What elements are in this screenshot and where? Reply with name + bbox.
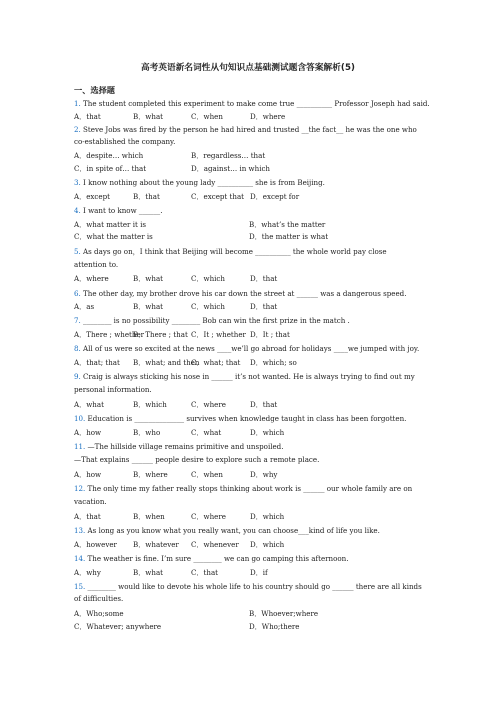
- question-number: 9.: [74, 372, 81, 381]
- question-1: [74, 100, 430, 107]
- question-11: [74, 443, 283, 450]
- question-text: ________ is no possibility ________ Bob can win the first prize in the match .: [80, 316, 350, 325]
- option-d[interactable]: D．against… in which: [191, 164, 271, 173]
- question-number: 3.: [74, 178, 81, 187]
- option-b[interactable]: B．where: [133, 470, 168, 479]
- option-b[interactable]: B．that: [133, 192, 160, 201]
- question-text: —The hillside village remains primitive and unspoiled.: [85, 442, 284, 451]
- option-c[interactable]: C．which: [191, 302, 225, 311]
- question-7: [74, 317, 350, 324]
- question-4: [74, 207, 162, 214]
- option-a[interactable]: A．except: [74, 192, 110, 201]
- option-b[interactable]: B．Whoever;where: [249, 609, 319, 618]
- option-a[interactable]: A．why: [74, 568, 101, 577]
- option-b[interactable]: B．what’s the matter: [249, 220, 326, 229]
- option-a[interactable]: A．despite… which: [74, 151, 144, 160]
- document-title: 高考英语新名词性从句知识点基础测试题含答案解析(5): [140, 63, 356, 73]
- option-a[interactable]: A．what matter it is: [74, 220, 146, 229]
- question-15: [74, 583, 422, 590]
- option-a[interactable]: A．how: [74, 470, 102, 479]
- option-a[interactable]: A．what: [74, 400, 104, 409]
- question-number: 2.: [74, 125, 81, 134]
- option-d[interactable]: D．why: [250, 470, 278, 479]
- question-text: Craig is always sticking his nose in ______ it’s not wanted. He is always trying to find out my: [80, 372, 415, 381]
- option-a[interactable]: A．that: [74, 112, 101, 121]
- question-text-continued: co-established the company.: [74, 137, 176, 146]
- question-text: I want to know ______.: [80, 206, 163, 215]
- question-text: As days go on，I think that Beijing will become __________ the whole world pay close: [80, 247, 387, 256]
- question-number: 4.: [74, 206, 81, 215]
- option-d[interactable]: D．that: [250, 274, 278, 283]
- option-b[interactable]: B．who: [133, 428, 161, 437]
- question-number: 7.: [74, 316, 81, 325]
- option-c[interactable]: C．what the matter is: [74, 232, 153, 241]
- question-text: Education is ______________ survives when knowledge taught in class has been forgotten.: [85, 414, 407, 423]
- question-text-continued: personal information.: [74, 385, 152, 394]
- question-14: [74, 555, 349, 562]
- question-number: 15.: [74, 582, 86, 591]
- option-b[interactable]: B．There ; that: [133, 330, 188, 339]
- question-number: 14.: [74, 554, 86, 563]
- question-3: [74, 179, 325, 186]
- option-c[interactable]: C．where: [191, 400, 226, 409]
- option-c[interactable]: C．what: [191, 428, 222, 437]
- option-d[interactable]: D．which: [250, 540, 285, 549]
- question-number: 10.: [74, 414, 86, 423]
- question-text: The only time my father really stops thinking about work is ______ our whole family are on: [85, 484, 413, 493]
- option-d[interactable]: D．which; so: [250, 358, 297, 367]
- question-text: All of us were so excited at the news ____we’ll go abroad for holidays ____we jumped with joy.: [80, 344, 420, 353]
- option-d[interactable]: D．which: [250, 512, 285, 521]
- question-10: [74, 415, 406, 422]
- question-number: 1.: [74, 99, 81, 108]
- option-a[interactable]: A．how: [74, 428, 102, 437]
- option-b[interactable]: B．regardless… that: [191, 151, 266, 160]
- question-text-continued: vacation.: [74, 497, 107, 506]
- option-c[interactable]: C．when: [191, 112, 223, 121]
- option-c[interactable]: C．that: [191, 568, 219, 577]
- option-d[interactable]: D．the matter is what: [249, 232, 329, 241]
- option-b[interactable]: B．whatever: [133, 540, 179, 549]
- question-13: [74, 527, 380, 534]
- question-9: [74, 373, 415, 380]
- option-b[interactable]: B．what: [133, 302, 164, 311]
- option-d[interactable]: D．if: [250, 568, 268, 577]
- question-text: Steve Jobs was fired by the person he had hired and trusted __the fact__ he was the one who: [80, 125, 417, 134]
- question-text: I know nothing about the young lady __________ she is from Beijing.: [80, 178, 325, 187]
- option-d[interactable]: D．where: [250, 112, 286, 121]
- option-c[interactable]: C．Whatever; anywhere: [74, 622, 162, 631]
- option-a[interactable]: A．that; that: [74, 358, 120, 367]
- option-d[interactable]: D．that: [250, 400, 278, 409]
- question-12: [74, 485, 412, 492]
- option-b[interactable]: B．when: [133, 512, 165, 521]
- option-c[interactable]: C．It ; whether: [191, 330, 246, 339]
- option-a[interactable]: A．where: [74, 274, 109, 283]
- question-text-continued: attention to.: [74, 260, 119, 269]
- option-c[interactable]: C．what; that: [191, 358, 241, 367]
- question-text: The student completed this experiment to make come true __________ Professor Joseph had said.: [80, 99, 430, 108]
- question-number: 6.: [74, 289, 81, 298]
- option-d[interactable]: D．Who;there: [249, 622, 300, 631]
- question-6: [74, 290, 406, 297]
- question-text: ________ would like to devote his whole life to his country should go ______ there are all kinds: [85, 582, 422, 591]
- question-5: [74, 248, 387, 255]
- question-2: [74, 126, 417, 133]
- question-text: As long as you know what you really want, you can choose___kind of life you like.: [85, 526, 380, 535]
- section-heading: 一、选择题: [74, 85, 115, 95]
- option-a[interactable]: A．however: [74, 540, 117, 549]
- option-c[interactable]: C．in spite of… that: [74, 164, 147, 173]
- option-b[interactable]: B．what; and then: [133, 358, 200, 367]
- option-c[interactable]: C．when: [191, 470, 223, 479]
- option-c[interactable]: C．which: [191, 274, 225, 283]
- question-number: 5.: [74, 247, 81, 256]
- option-a[interactable]: A．There ; whether: [74, 330, 145, 339]
- question-text-continued: —That explains ______ people desire to explore such a remote place.: [74, 455, 320, 464]
- option-b[interactable]: B．what: [133, 274, 164, 283]
- option-a[interactable]: A．as: [74, 302, 95, 311]
- question-number: 13.: [74, 526, 86, 535]
- question-number: 8.: [74, 344, 81, 353]
- option-c[interactable]: C．except that: [191, 192, 245, 201]
- option-a[interactable]: A．that: [74, 512, 101, 521]
- question-text: The other day, my brother drove his car down the street at ______ was a dangerous speed.: [80, 289, 407, 298]
- question-number: 12.: [74, 484, 86, 493]
- question-number: 11.: [74, 442, 86, 451]
- option-d[interactable]: D．It ; that: [250, 330, 290, 339]
- question-text: The weather is fine. I’m sure ________ we can go camping this afternoon.: [85, 554, 349, 563]
- question-8: [74, 345, 419, 352]
- option-a[interactable]: A．Who;some: [74, 609, 124, 618]
- option-d[interactable]: D．except for: [250, 192, 300, 201]
- option-b[interactable]: B．what: [133, 568, 164, 577]
- option-d[interactable]: D．that: [250, 302, 278, 311]
- option-c[interactable]: C．where: [191, 512, 226, 521]
- option-b[interactable]: B．what: [133, 112, 164, 121]
- option-c[interactable]: C．whenever: [191, 540, 239, 549]
- option-b[interactable]: B．which: [133, 400, 167, 409]
- option-d[interactable]: D．which: [250, 428, 285, 437]
- question-text-continued: of difficulties.: [74, 594, 124, 603]
